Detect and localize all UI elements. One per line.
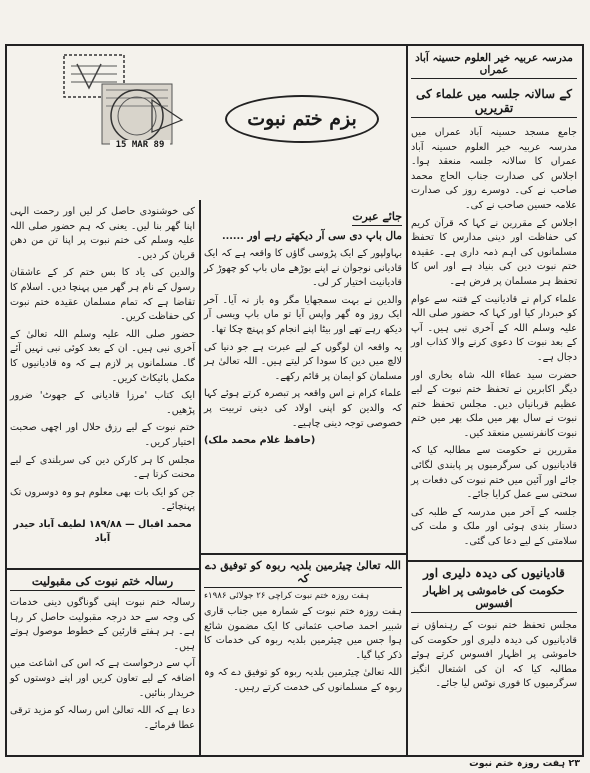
middle-paragraph-3: یہ واقعہ ان لوگوں کے لیے عبرت ہے جو دنیا کی لالچ میں دین کا سودا کر لیتے ہیں۔ اللہ تعالیٰ ہر مسلمان کو ایمان پر قائم رکھے۔ xyxy=(204,341,402,382)
bottom-border xyxy=(5,755,584,757)
right-paragraph-3: علماء کرام نے قادیانیت کے فتنہ سے عوام کو خبردار کیا اور کہا کہ حضور صلی اللہ علیہ وسلم اللہ کے آخری نبی ہیں۔ آپ کے بعد نبوت کا دعوی کرنے والا کذاب اور دجال ہے۔ xyxy=(411,293,577,363)
left-paragraph-4: ایک کتاب 'مرزا قادیانی کے جھوٹ' ضرور پڑھیں۔ xyxy=(10,390,195,416)
middle-article-2 xyxy=(204,559,402,699)
left-paragraph-6: مجلس کا ہر کارکن دین کی سربلندی کے لیے محنت کرتا ہے۔ xyxy=(10,454,195,481)
left-paragraph-7: جن کو ایک بات بھی معلوم ہو وہ دوسروں تک پہنچائے۔ xyxy=(10,486,195,513)
left-section-divider xyxy=(6,568,199,570)
left-paragraph-1: کی خوشنودی حاصل کر لیں اور رحمت الہی اپنا گھر بنا لیں۔ یعنی کہ ہم حضور صلی اللہ علیہ وسلم کی ختم نبوت پر اپنا تن من دھن قربان کر دیں۔ xyxy=(10,206,195,261)
middle-paragraph-4: علماء کرام نے اس واقعہ پر تبصرہ کرتے ہوئے کہا کہ والدین کو اپنی اولاد کی دینی تربیت پر خصوصی توجہ دینی چاہیے۔ xyxy=(204,388,402,429)
middle-paragraph-2: والدین نے بہت سمجھایا مگر وہ باز نہ آیا۔ آخر ایک روز وہ گھر واپس آیا تو ماں باپ ویسی آر دیکھ رہے تھے اور بیٹا اپنے انجام کو پہنچ چکا تھا۔ xyxy=(204,294,402,335)
madrasa-masthead: مدرسہ عربیہ خیر العلوم حسینہ آباد عمراں xyxy=(411,52,577,79)
left-paragraph-9: آپ سے درخواست ہے کہ اس کی اشاعت میں اضافہ کے لیے تعاون کریں اور اپنے دوستوں کو خریدار بنائیں۔ xyxy=(10,658,195,699)
middle-headline-2: اللہ تعالیٰ چیئرمین بلدیہ ربوہ کو توفیق دے کہ xyxy=(204,559,402,588)
middle-subtitle: مال باپ دی سی آر دیکھتے رہے اور ...... xyxy=(221,230,402,242)
right-box-article xyxy=(411,566,577,695)
box-headline-2: حکومت کی خاموشی پر اظہار افسوس xyxy=(411,584,577,613)
middle-paragraph-6: اللہ تعالیٰ چیئرمین بلدیہ ربوہ کو توفیق دے کہ وہ ربوہ کے مسلمانوں کی خدمت کرتے رہیں۔ xyxy=(204,667,402,693)
left-signature: محمد اقبال — ۱۸۹/۸۸ لطیف آباد حیدر آباد xyxy=(13,518,192,545)
box-headline-1: قادیانیوں کی دیدہ دلیری اور xyxy=(423,566,565,580)
left-paragraph-3: حضور صلی اللہ علیہ وسلم اللہ تعالیٰ کے آخری نبی ہیں۔ ان کے بعد کوئی نبی نہیں آئے گا۔ مسلمانوں پر لازم ہے کہ وہ قادیانیوں کا مکمل بائیکاٹ کریں۔ xyxy=(10,328,195,384)
right-paragraph-2: اجلاس کے مقررین نے کہا کہ قرآن کریم کی حفاظت اور دینی مدارس کا تحفظ مسلمانوں کی اہم ذمہ داری ہے۔ عقیدہ ختم نبوت دین کی بنیاد ہے اور اس کا تحفظ ہر مسلمان پر فرض ہے۔ xyxy=(411,217,577,287)
middle-paragraph-5: ہفت روزہ ختم نبوت کے شمارہ میں جناب قاری شبیر احمد صاحب عثمانی کا ایک مضمون شائع ہوا جس میں چیئرمین بلدیہ ربوہ کی خدمات کا ذکر کیا گیا۔ xyxy=(204,606,402,661)
left-border xyxy=(5,44,7,756)
right-column xyxy=(411,52,577,553)
right-section-divider xyxy=(407,560,582,562)
middle-credit: (حافظ غلام محمد ملک) xyxy=(204,435,316,447)
middle-dateline: ہفت روزہ ختم نبوت کراچی ۲۶ جولائی ۱۹۸۶ء xyxy=(204,591,370,601)
right-paragraph-5: مقررین نے حکومت سے مطالبہ کیا کہ قادیانیوں کی سرگرمیوں پر پابندی لگائی جائے اور آئین میں ختم نبوت کی دفعات پر سختی سے عمل کرایا جائے۔ xyxy=(411,445,577,501)
left-article-2 xyxy=(10,574,195,736)
left-section-title: رسالہ ختم نبوت کی مقبولیت xyxy=(10,574,195,591)
page-footer: ۲۳ ہفت روزہ ختم نبوت xyxy=(469,758,580,769)
left-paragraph-8: رسالہ ختم نبوت اپنی گوناگوں دینی خدمات کی وجہ سے حد درجہ مقبولیت حاصل کر رہا ہے۔ ہر ہفتے قارئین کے خطوط موصول ہوتے ہیں۔ xyxy=(10,597,195,652)
top-border xyxy=(5,44,584,46)
stamp-date: 15 MAR 89 xyxy=(110,140,170,150)
right-headline: کے سالانہ جلسہ میں علماء کی تقریریں xyxy=(411,87,577,118)
middle-column xyxy=(204,205,402,452)
right-paragraph-6: جلسہ کے آخر میں مدرسہ کے طلبہ کی دستار بندی ہوئی اور ملک و ملت کی سلامتی کے لیے دعا کی گئی۔ xyxy=(411,506,577,548)
right-paragraph-1: جامع مسجد حسینہ آباد عمراں میں مدرسہ عربیہ خیر العلوم حسینہ آباد عمراں کا سالانہ جلسہ منعقد ہوا۔ اجلاس کی صدارت جناب الحاج محمد صاحب نے کی۔ دوسرے روز کی صدارت علامہ حسین صاحب نے کی۔ xyxy=(411,127,577,211)
box-paragraph: مجلس تحفظ ختم نبوت کے رہنماؤں نے قادیانیوں کی دیدہ دلیری اور حکومت کی خاموشی پر اظہار افسوس کرتے ہوئے مطالبہ کیا کہ ان کی اشتعال انگیز سرگرمیوں کا فوری نوٹس لیا جائے۔ xyxy=(411,620,577,690)
left-paragraph-10: دعا ہے کہ اللہ تعالیٰ اس رسالہ کو مزید ترقی عطا فرمائے۔ xyxy=(10,705,195,731)
middle-section-divider xyxy=(200,553,406,555)
banner-oval xyxy=(225,95,379,143)
middle-paragraph-1: بہاولپور کے ایک پڑوسی گاؤں کا واقعہ ہے کہ ایک قادیانی نوجوان نے اپنے بوڑھے ماں باپ کو چھوڑ کر قادیانیت اختیار کر لی۔ xyxy=(204,248,402,289)
middle-section-title: جائے عبرت xyxy=(352,210,402,226)
right-border xyxy=(582,44,584,756)
left-paragraph-2: والدین کی یاد کا بس ختم کر کے عاشقان رسول کے نام ہر گھر میں پہنچا دیں۔ اسلام کا تقاضا ہے کہ تمام مسلمان عقیدہ ختم نبوت کی حفاظت کریں۔ xyxy=(10,267,195,323)
column-divider-right xyxy=(406,44,408,756)
column-divider-left xyxy=(199,200,201,756)
left-column xyxy=(10,205,195,550)
left-paragraph-5: ختم نبوت کے لیے رزق حلال اور اچھی صحبت اختیار کریں۔ xyxy=(10,422,195,448)
right-paragraph-4: حضرت سید عطاء اللہ شاہ بخاری اور دیگر اکابرین نے تحفظ ختم نبوت کے لیے عظیم قربانیاں دیں۔ مجلس تحفظ ختم نبوت نے سال بھر میں ملک بھر میں ختم نبوت کانفرنسیں منعقد کیں۔ xyxy=(411,369,577,439)
banner-title: بزم ختم نبوت xyxy=(247,108,357,130)
